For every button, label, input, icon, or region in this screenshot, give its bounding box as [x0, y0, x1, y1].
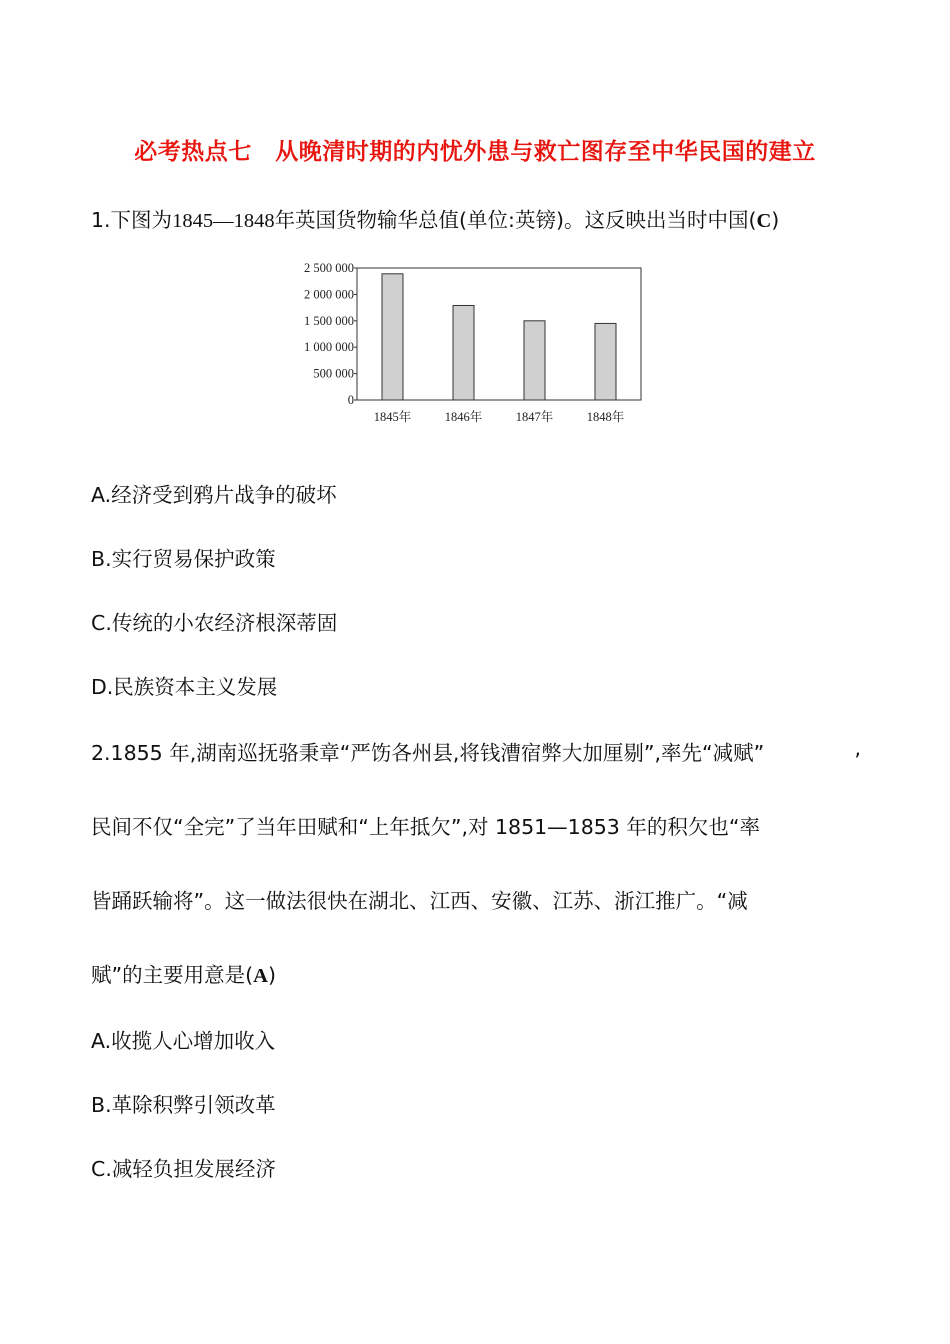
bars [382, 274, 616, 400]
x-tick-label: 1846年 [444, 410, 483, 424]
q2-option-c: C.减轻负担发展经济 [91, 1157, 276, 1181]
q1-option-b: B.实行贸易保护政策 [91, 547, 276, 571]
q2-line-2: 民间不仅“全完”了当年田赋和“上年抵欠”,对 1851—1853 年的积欠也“率 [91, 815, 760, 839]
y-tick-label: 2 500 000 [304, 261, 354, 275]
q2-answer: A [253, 965, 268, 987]
q2-line-3: 皆踊跃输将”。这一做法很快在湖北、江西、安徽、江苏、浙江推广。“减 [91, 889, 748, 913]
q2-line-1-text: 2.1855 年,湖南巡抚骆秉章“严饬各州县,将钱漕宿弊大加厘剔”,率先“减赋” [91, 741, 765, 765]
y-tick-label: 0 [347, 393, 354, 407]
q2-line-1-end: , [854, 736, 861, 760]
q1-text: 年英国货物输华总值(单位:英镑)。这反映出当时中国( [274, 208, 757, 232]
x-tick-label: 1847年 [515, 410, 554, 424]
q2-option-a: A.收揽人心增加收入 [91, 1029, 276, 1053]
x-tick-label: 1848年 [586, 410, 625, 424]
y-tick-label: 2 000 000 [304, 287, 354, 302]
x-axis-ticks [374, 409, 625, 424]
y-tick-label: 1 500 000 [304, 313, 354, 328]
q1-option-a: A.经济受到鸦片战争的破坏 [91, 483, 337, 507]
q2-line-4 [91, 958, 276, 988]
q2-line-4-text: 赋”的主要用意是( [91, 963, 254, 987]
page-title: 必考热点七 从晚清时期的内忧外患与救亡图存至中华民国的建立 [134, 139, 816, 165]
q2-line-1 [91, 736, 861, 766]
question-1-stem [91, 203, 779, 233]
bar-chart [290, 256, 660, 431]
q1-year-range: 1845—1848 [172, 210, 275, 232]
bar-1847 [524, 321, 545, 400]
q1-close: ) [771, 208, 780, 232]
q2-option-b: B.革除积弊引领改革 [91, 1093, 276, 1117]
q1-prefix: 1.下图为 [91, 208, 173, 232]
y-tick-label: 500 000 [313, 366, 354, 381]
q2-close: ) [267, 963, 276, 987]
q1-option-d: D.民族资本主义发展 [91, 675, 278, 699]
q1-option-c: C.传统的小农经济根深蒂固 [91, 611, 338, 635]
y-tick-label: 1 000 000 [304, 340, 354, 355]
bar-1845 [382, 274, 403, 400]
bar-1848 [595, 323, 616, 400]
bar-1846 [453, 305, 474, 400]
x-tick-label: 1845年 [373, 410, 412, 424]
q1-answer: C [756, 210, 772, 232]
y-axis-ticks [304, 261, 357, 407]
